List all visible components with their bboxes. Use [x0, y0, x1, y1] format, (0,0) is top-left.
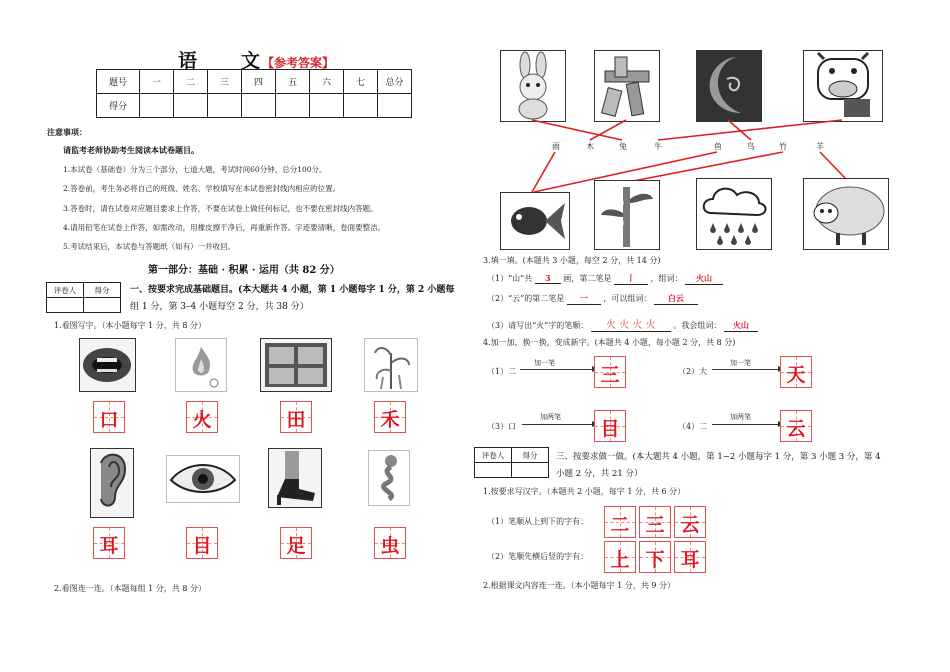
- answer-char: 田: [286, 409, 306, 431]
- answer-char-box: [280, 527, 312, 559]
- answer-char-box: [604, 541, 636, 573]
- score-header-cell: 题号: [97, 70, 140, 94]
- note-item: 3.答卷时，请在试卷对应题目要求上作答，不要在试卷上做任何标记，也不要在密封线内答题。: [63, 204, 378, 213]
- rain-picture: [696, 178, 772, 250]
- score-header-cell: 四: [242, 70, 276, 94]
- score-header-cell: 六: [310, 70, 344, 94]
- blank-answer: 丨: [614, 273, 648, 285]
- answer-char: 虫: [380, 535, 400, 557]
- answer-char-box: [186, 401, 218, 433]
- match-word: 牛: [654, 142, 662, 151]
- q4-op: 加两笔: [540, 413, 561, 421]
- grader-label: 评卷人: [47, 283, 84, 298]
- answer-char-box: [280, 401, 312, 433]
- answer-char: 云: [680, 514, 700, 536]
- q3-text: 画，第二笔是: [563, 274, 612, 283]
- grader-cell: [475, 463, 512, 478]
- q2-title: 2.看图连一连。（本题每组 1 分，共 8 分）: [54, 584, 206, 593]
- answer-char: 口: [99, 409, 119, 431]
- match-line: [820, 152, 845, 178]
- s3q1-label-b: （2）笔顺先横后竖的字有：: [487, 552, 589, 561]
- score-header-cell: 总分: [378, 70, 412, 94]
- answer-char-box: [594, 356, 626, 388]
- answer-char-box: [374, 527, 406, 559]
- answer-char: 下: [645, 549, 665, 571]
- answer-char: 足: [286, 535, 306, 557]
- answer-char-box: [93, 527, 125, 559]
- section3-heading: 三、按要求做一做。(本大题共 4 小题，第 1~2 小题每字 1 分，第 3 小题 3 分，第 4: [556, 452, 881, 462]
- q4-prefix: （1）二: [487, 367, 517, 376]
- note-item: 4.请用铅笔在试卷上作答，如需改动，用橡皮擦干净后，再重新作答。字迹要清晰，卷面要整洁。: [63, 223, 386, 232]
- blank-answer: 火山: [685, 273, 723, 285]
- title-text: 语 文: [178, 50, 263, 72]
- q1-title: 1.看图写字。（本小题每字 1 分，共 8 分）: [54, 321, 206, 330]
- note-item: 5.考试结束后，本试卷与答题纸（如有）一并收回。: [63, 242, 236, 251]
- stroke-order-answer: 火 火 火 火: [591, 316, 671, 332]
- answer-char-box: [594, 410, 626, 442]
- blank-answer: 火山: [724, 320, 758, 332]
- section3-heading-cont: 小题 2 分，共 21 分）: [556, 469, 643, 479]
- answer-char: 三: [645, 514, 665, 536]
- answer-char-box: [639, 541, 671, 573]
- answer-char-box: [780, 356, 812, 388]
- answer-char: 耳: [99, 535, 119, 557]
- s3q2-title: 2.根据课文内容连一连。（本小题每字 1 分，共 9 分）: [483, 581, 675, 590]
- fish-picture: [500, 192, 570, 250]
- grader-box: [474, 447, 549, 478]
- blank-answer: 3: [535, 273, 561, 284]
- blank-answer: 白云: [654, 293, 698, 305]
- q3-item-2: [487, 293, 698, 305]
- answer-char-box: [674, 541, 706, 573]
- q4-prefix: （2）大: [678, 367, 708, 376]
- arrow-line: [522, 424, 594, 425]
- score-row-label: 得分: [97, 94, 140, 118]
- q3-text: （1）“山”共: [487, 274, 533, 283]
- match-word: 兔: [619, 142, 627, 151]
- s3q1-label-a: （1）笔顺从上到下的字有：: [487, 517, 589, 526]
- part1-title: 第一部分：基础 · 积累 · 运用（共 82 分）: [148, 265, 340, 276]
- match-word: 鸟: [747, 142, 755, 151]
- q4-op: 加一笔: [534, 359, 555, 367]
- sheep-picture: [803, 178, 889, 250]
- grader-label: 得分: [84, 283, 121, 298]
- answer-char: 三: [600, 364, 620, 386]
- match-word: 木: [586, 142, 594, 151]
- note-item: 1.本试卷（基础卷）分为三个部分，七道大题，考试时间60分钟，总分100分。: [63, 165, 327, 174]
- q3-text: （2）“云”的第二笔是: [487, 294, 565, 303]
- answer-char-box: [674, 506, 706, 538]
- answer-char: 云: [786, 418, 806, 440]
- s3q1-title: 1.按要求写汉字。（本题共 2 小题，每字 1 分，共 6 分）: [483, 487, 686, 496]
- grader-cell: [512, 463, 549, 478]
- q3-text: 。我会组词：: [673, 321, 722, 330]
- answer-char-box: [374, 401, 406, 433]
- section1-heading: 一、按要求完成基础题目。(本大题共 4 小题，第 1 小题每字 1 分，第 2 小题每: [130, 285, 455, 295]
- match-word: 雨: [552, 142, 560, 151]
- q3-text: （3）请写出“火”字的笔顺：: [487, 321, 589, 330]
- score-header-cell: 二: [174, 70, 208, 94]
- q3-text: ，组词：: [650, 274, 683, 283]
- fish-icon: [501, 193, 569, 249]
- q4-title: 4.加一加，换一换，变成新字。(本题共 4 小题，每小题 2 分，共 8 分): [483, 338, 736, 347]
- answer-char: 目: [600, 418, 620, 440]
- score-header-cell: 五: [276, 70, 310, 94]
- sheep-icon: [804, 179, 888, 249]
- bamboo-icon: [595, 181, 659, 249]
- notes-bold-line: 请监考老师协助考生阅读本试卷题目。: [63, 145, 199, 155]
- rain-cloud-icon: [697, 179, 771, 249]
- q3-text: ，可以组词：: [603, 294, 652, 303]
- arrow-line: [712, 424, 780, 425]
- answer-char-box: [93, 401, 125, 433]
- arrow-line: [520, 369, 594, 370]
- grader-label: 得分: [512, 448, 549, 463]
- answer-char: 上: [610, 549, 630, 571]
- match-word: 竹: [779, 142, 787, 151]
- q3-item-1: [487, 273, 723, 285]
- score-header-cell: 一: [140, 70, 174, 94]
- answer-char-box: [186, 527, 218, 559]
- answer-tag: 【参考答案】: [262, 56, 335, 70]
- notes-heading: 注意事项：: [47, 127, 87, 137]
- q3-title: 3.填一填。(本题共 3 小题，每空 2 分，共 14 分): [483, 256, 661, 265]
- answer-char: 二: [610, 514, 630, 536]
- q4-op: 加两笔: [730, 413, 751, 421]
- answer-char: 禾: [380, 409, 400, 431]
- note-item: 2.答卷前，考生务必将自己的班级、姓名、学校填写在本试卷密封线内相应的位置。: [63, 184, 341, 193]
- q3-item-3: [487, 316, 758, 332]
- score-header-cell: 三: [208, 70, 242, 94]
- answer-char-box: [639, 506, 671, 538]
- score-header-cell: 七: [344, 70, 378, 94]
- answer-char: 天: [786, 364, 806, 386]
- section1-heading-cont: 组 1 分，第 3–4 小题每空 2 分，共 38 分）: [130, 302, 309, 312]
- q4-prefix: （4）二: [678, 422, 708, 431]
- q4-op: 加一笔: [730, 359, 751, 367]
- blank-answer: 一: [567, 293, 601, 305]
- q4-prefix: （3）口: [487, 422, 517, 431]
- bamboo-picture: [594, 180, 660, 250]
- answer-char-box: [604, 506, 636, 538]
- match-word: 鱼: [714, 142, 722, 151]
- match-line: [532, 152, 555, 192]
- match-line: [658, 120, 842, 140]
- grader-label: 评卷人: [475, 448, 512, 463]
- answer-char: 目: [192, 535, 212, 557]
- answer-char: 火: [192, 409, 212, 431]
- match-word: 羊: [816, 142, 824, 151]
- answer-char-box: [780, 410, 812, 442]
- arrow-line: [712, 369, 780, 370]
- answer-char: 耳: [680, 549, 700, 571]
